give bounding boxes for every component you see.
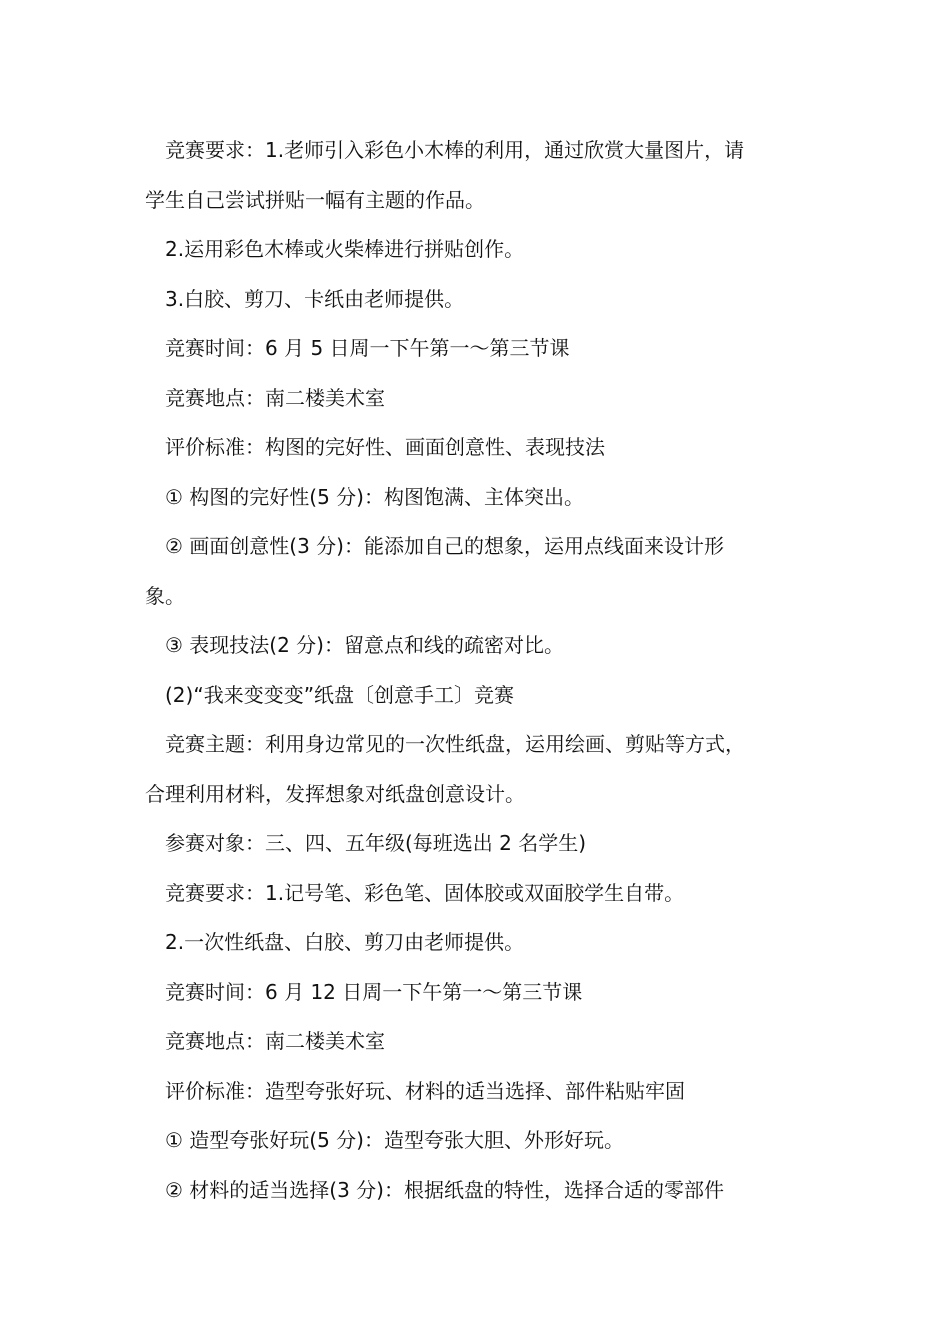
paragraph-line: 合理利用材料，发挥想象对纸盘创意设计。 <box>145 781 525 806</box>
paragraph-line: 竞赛时间：6 月 12 日周一下午第一～第三节课 <box>165 979 583 1004</box>
paragraph-line: 参赛对象：三、四、五年级(每班选出 2 名学生) <box>165 831 587 855</box>
paragraph-line: ① 构图的完好性(5 分)：构图饱满、主体突出。 <box>165 484 584 509</box>
paragraph-line: 竞赛要求：1.老师引入彩色小木棒的利用，通过欣赏大量图片，请 <box>165 138 745 162</box>
paragraph-line: ① 造型夸张好玩(5 分)：造型夸张大胆、外形好玩。 <box>165 1128 624 1152</box>
paragraph-line: 3.白胶、剪刀、卡纸由老师提供。 <box>165 286 465 311</box>
paragraph-line: ② 材料的适当选择(3 分)：根据纸盘的特性，选择合适的零部件 <box>165 1177 724 1202</box>
paragraph-line: 评价标准：构图的完好性、画面创意性、表现技法 <box>165 435 605 459</box>
paragraph-line: 竞赛地点：南二楼美术室 <box>165 385 385 410</box>
paragraph-line: 竞赛主题：利用身边常见的一次性纸盘，运用绘画、剪贴等方式， <box>165 732 745 756</box>
paragraph-line: ③ 表现技法(2 分)：留意点和线的疏密对比。 <box>165 633 564 657</box>
paragraph-line: 竞赛时间：6 月 5 日周一下午第一～第三节课 <box>165 336 570 360</box>
document-body <box>145 126 825 1215</box>
paragraph-line: ② 画面创意性(3 分)：能添加自己的想象，运用点线面来设计形 <box>165 534 724 558</box>
paragraph-line: 2.一次性纸盘、白胶、剪刀由老师提供。 <box>165 930 525 954</box>
paragraph-line: 竞赛要求：1.记号笔、彩色笔、固体胶或双面胶学生自带。 <box>165 880 685 905</box>
paragraph-line: 学生自己尝试拼贴一幅有主题的作品。 <box>145 187 485 212</box>
section-heading: (2)“我来变变变”纸盘〔创意手工〕竞赛 <box>165 682 515 707</box>
paragraph-line: 象。 <box>145 583 185 608</box>
paragraph-line: 评价标准：造型夸张好玩、材料的适当选择、部件粘贴牢固 <box>165 1078 685 1103</box>
paragraph-line: 竞赛地点：南二楼美术室 <box>165 1029 385 1053</box>
paragraph-line: 2.运用彩色木棒或火柴棒进行拼贴创作。 <box>165 237 525 261</box>
